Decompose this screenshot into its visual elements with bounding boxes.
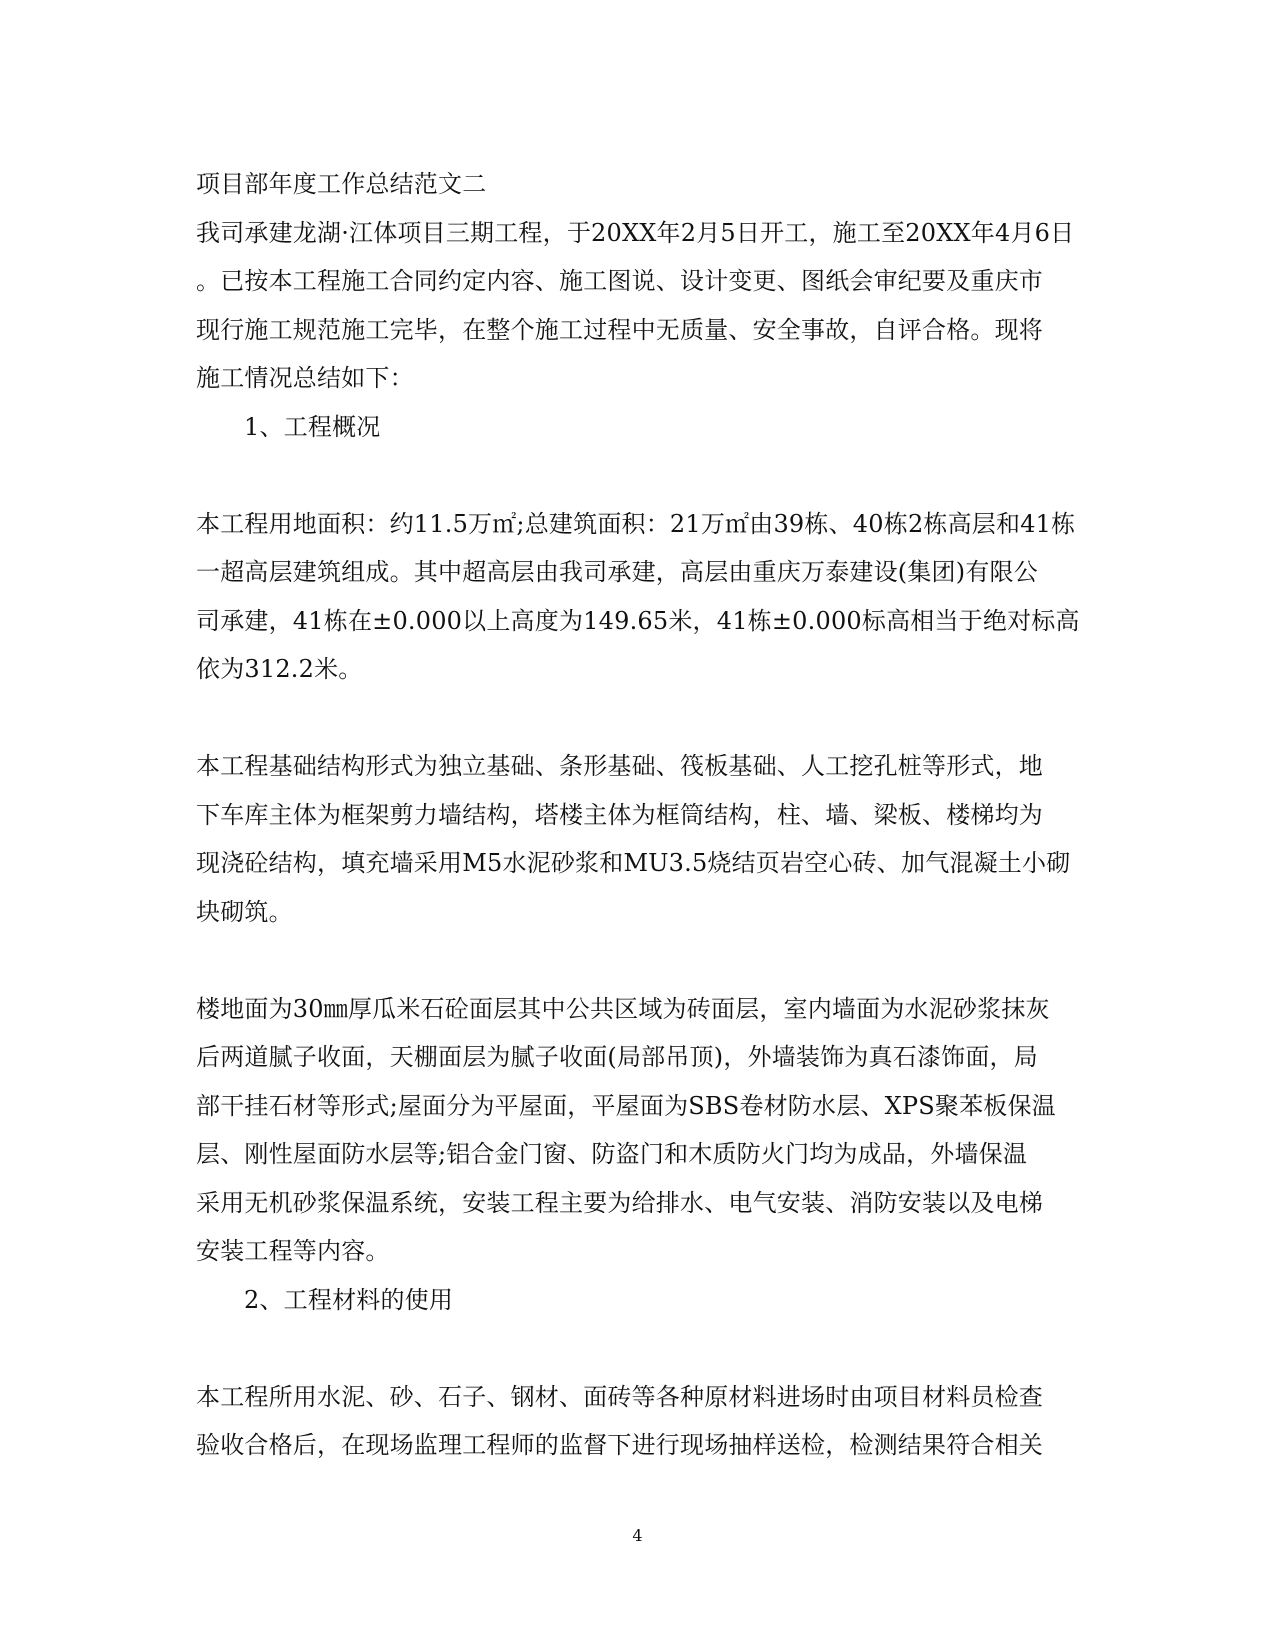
paragraph-line: 。已按本工程施工合同约定内容、施工图说、设计变更、图纸会审纪要及重庆市 [196,267,1043,295]
paragraph-spacer [196,936,1076,985]
paragraph-line: 层、刚性屋面防水层等;铝合金门窗、防盗门和木质防火门均为成品，外墙保温 [196,1140,1028,1168]
paragraph-line: 本工程用地面积：约11.5万㎡;总建筑面积：21万㎡由39栋、40栋2栋高层和41栋 [196,509,1076,538]
page-number: 4 [632,1526,643,1545]
paragraph-line: 现行施工规范施工完毕，在整个施工过程中无质量、安全事故，自评合格。现将 [196,315,1043,344]
paragraph-line: 本工程所用水泥、砂、石子、钢材、面砖等各种原材料进场时由项目材料员检查 [196,1382,1043,1411]
paragraph-line: 一超高层建筑组成。其中超高层由我司承建，高层由重庆万泰建设(集团)有限公 [196,558,1038,586]
paragraph-line: 依为312.2米。 [196,655,363,683]
paragraph-line: 施工情况总结如下： [196,364,414,392]
overview-paragraph-area [196,500,1080,694]
paragraph-line: 司承建，41栋在±0.000以上高度为149.65米，41栋±0.000标高相当于绝对标高 [196,606,1080,635]
intro-paragraph [196,209,1076,403]
paragraph-line: 块砌筑。 [196,897,293,926]
paragraph-line: 采用无机砂浆保温系统，安装工程主要为给排水、电气安装、消防安装以及电梯 [196,1188,1043,1217]
paragraph-line: 部干挂石材等形式;屋面分为平屋面，平屋面为SBS卷材防水层、XPS聚苯板保温 [196,1091,1056,1120]
paragraph-line: 本工程基础结构形式为独立基础、条形基础、筏板基础、人工挖孔桩等形式，地 [196,752,1043,780]
materials-paragraph [196,1373,1076,1470]
overview-paragraph-structure [196,742,1076,936]
section-heading-overview: 1、工程概况 [244,412,381,441]
paragraph-line: 我司承建龙湖·江体项目三期工程，于20XX年2月5日开工，施工至20XX年4月6日 [196,218,1075,247]
paragraph-line: 下车库主体为框架剪力墙结构，塔楼主体为框筒结构，柱、墙、梁板、楼梯均为 [196,800,1043,829]
paragraph-line: 后两道腻子收面，天棚面层为腻子收面(局部吊顶)，外墙装饰为真石漆饰面，局 [196,1043,1038,1071]
document-body [196,160,1080,1470]
section-heading-materials: 2、工程材料的使用 [244,1285,454,1314]
paragraph-spacer [196,694,1076,743]
document-title: 项目部年度工作总结范文二 [196,170,487,198]
paragraph-spacer [196,1324,1076,1373]
paragraph-spacer [196,451,1076,500]
paragraph-line: 验收合格后，在现场监理工程师的监督下进行现场抽样送检，检测结果符合相关 [196,1431,1043,1459]
paragraph-line: 现浇砼结构，填充墙采用M5水泥砂浆和MU3.5烧结页岩空心砖、加气混凝土小砌 [196,849,1071,877]
paragraph-line: 楼地面为30㎜厚瓜米石砼面层其中公共区域为砖面层，室内墙面为水泥砂浆抹灰 [196,994,1050,1023]
paragraph-line: 安装工程等内容。 [196,1237,390,1265]
overview-paragraph-finishes [196,985,1076,1276]
